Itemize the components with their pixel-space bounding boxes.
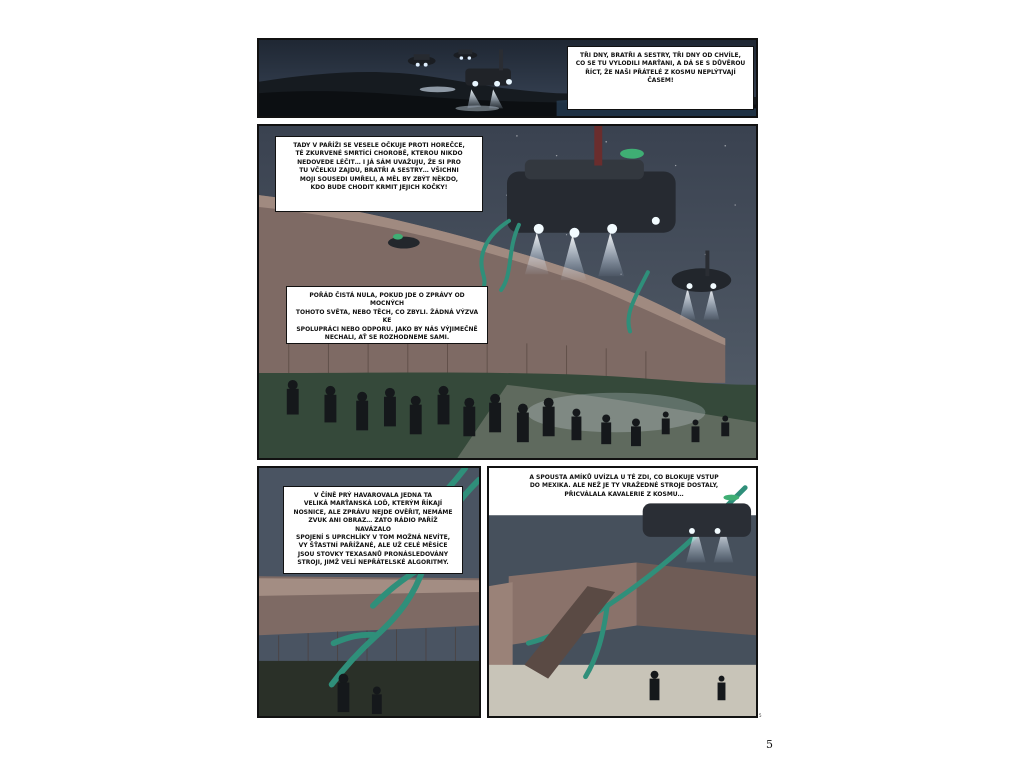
small-page-number: 5 [759, 713, 762, 718]
page-number: 5 [766, 738, 773, 751]
panel-4-caption: A SPOUSTA AMÍKŮ UVÍZLA U TÉ ZDI, CO BLOKUJE VSTUP DO MEXIKA. ALE NEŽ JE TY VRAŽEDNÉ STROJE DOSTALY, PŘICVÁLALA KAVALERIE Z KOSMU… [529, 474, 719, 498]
panel-1 [257, 38, 758, 118]
panel-2 [257, 124, 758, 460]
panel-2-caption-2: POŘÁD ČISTÁ NULA, POKUD JDE O ZPRÁVY OD MOCNÝCH TOHOTO SVĚTA, NEBO TĚCH, CO ZBYLI. ŽÁDNÁ VÝZVA KE SPOLUPRÁCI NEBO ODPORU. JAKO BY NÁS VÝJIMEČNĚ NECHALI, AŤ SE ROZHODNEME SAMI. [286, 286, 488, 344]
panel-1-caption: TŘI DNY, BRATŘI A SESTRY, TŘI DNY OD CHVÍLE, CO SE TU VYLODILI MARŤANI, A DÁ SE S DŮVĚROU ŘÍCT, ŽE NAŠI PŘÁTELÉ Z KOSMU NEPLÝTVAJÍ ČASEM! [567, 46, 754, 110]
panel-3 [257, 466, 481, 718]
panel-3-caption: V ČÍNĚ PRÝ HAVAROVALA JEDNA TA VELIKÁ MARŤANSKÁ LOĎ, KTERÝM ŘÍKAJÍ NOSNICE, ALE ZPRÁVU NEJDE OVĚŘIT, NEMÁME ZVUK ANI OBRAZ… ZATO RÁDIO PAŘÍŽ NAVÁZALO SPOJENÍ S UPRCHLÍKY V TOM MOŽNÁ NEVÍTE, VY ŠŤASTNÍ PAŘÍŽANÉ, ALE UŽ CELÉ MĚSÍCE JSOU STOVKY TEXASANŮ PRONÁSLEDOVÁNY STROJI, JIMŽ VELÍ NEPŘÁTELSKÉ ALGORITMY. [283, 486, 463, 574]
panel-2-caption-1: TADY V PAŘÍŽI SE VESELE OČKUJE PROTI HOREČCE, TÉ ZKURVENÉ SMRTÍCÍ CHOROBĚ, KTEROU NIKDO NEDOVEDE LÉČIT… I JÁ SÁM UVAŽUJU, ŽE SI PRO TU VČELKU ZAJDU, BRATŘI A SESTRY… VŠICHNI MOJI SOUSEDI UMŘELI, A MĚL BY ZBÝT NĚKDO, KDO BUDE CHODIT KRMIT JEJICH KOČKY! [275, 136, 483, 212]
panel-4 [487, 466, 758, 718]
comic-page [256, 38, 758, 720]
